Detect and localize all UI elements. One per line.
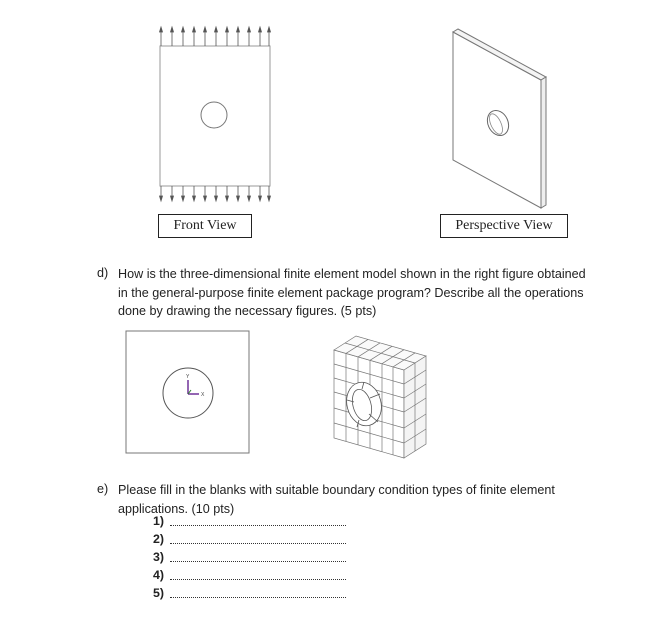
question-d-letter: d) [97, 266, 109, 280]
question-e-letter: e) [97, 482, 109, 496]
question-d-text [118, 265, 618, 321]
bottom-load-arrows [160, 186, 271, 201]
question-e-line: Please fill in the blanks with suitable boundary condition types of finite element [118, 483, 555, 497]
3d-mesh-figure [326, 330, 436, 460]
blank-5[interactable] [144, 586, 354, 604]
blank-3[interactable] [144, 550, 354, 568]
question-d-line: How is the three-dimensional finite element model shown in the right figure obtained [118, 267, 586, 281]
question-e-line: applications. (10 pts) [118, 501, 235, 516]
blank-number: 5) [152, 586, 164, 600]
blank-2[interactable] [144, 532, 354, 550]
perspective-side-face [541, 77, 546, 208]
blank-line[interactable] [170, 597, 346, 598]
question-e-text [118, 481, 618, 518]
blank-number: 1) [152, 514, 164, 528]
blank-line[interactable] [170, 561, 346, 562]
front-view-label: Front View [158, 214, 252, 238]
front-hole [201, 102, 227, 128]
blank-number: 2) [152, 532, 164, 546]
top-load-arrows [160, 27, 271, 46]
perspective-view-label: Perspective View [440, 214, 568, 238]
blank-line[interactable] [170, 525, 346, 526]
perspective-view-figure [445, 22, 560, 212]
blank-1[interactable] [144, 514, 354, 532]
blank-number: 3) [152, 550, 164, 564]
question-d-line: in the general-purpose finite element package program? Describe all the operations [118, 285, 584, 300]
blank-line[interactable] [170, 579, 346, 580]
blank-line[interactable] [170, 543, 346, 544]
front-view-figure [150, 20, 280, 205]
2d-model-figure [125, 330, 251, 456]
svg-text:X: X [201, 392, 205, 398]
blank-4[interactable] [144, 568, 354, 586]
svg-text:Y: Y [186, 374, 190, 380]
question-d-line: done by drawing the necessary figures. (5 pts) [118, 304, 377, 318]
blank-number: 4) [152, 568, 164, 582]
